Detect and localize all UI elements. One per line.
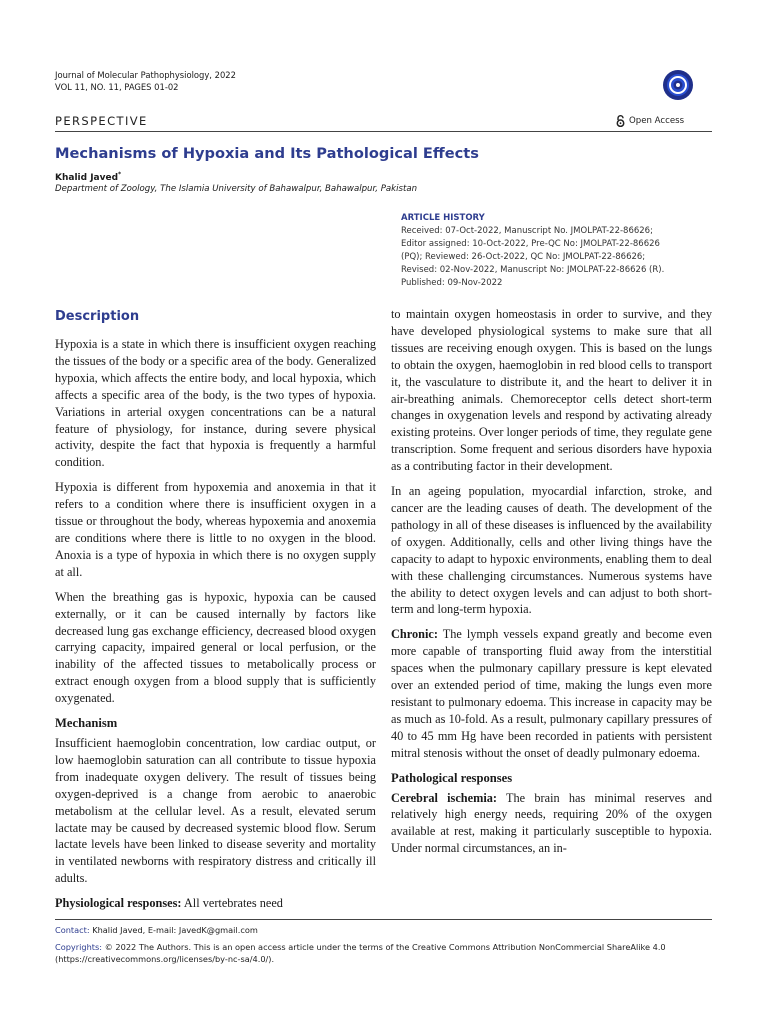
history-line: (PQ); Reviewed: 26-Oct-2022, QC No: JMOLPAT-22-86626; [401,252,646,263]
journal-name: Journal of Molecular Pathophysiology, 2022 [55,70,236,80]
history-line: Editor assigned: 10-Oct-2022, Pre-QC No: JMOLPAT-22-86626 [401,239,660,250]
copyright-line [55,941,715,965]
article-history-heading: ARTICLE HISTORY [401,213,485,223]
open-access-badge[interactable] [616,115,684,127]
paragraph: Insufficient haemoglobin concentration, low cardiac output, or low haemoglobin saturation can all contribute to tissue hypoxia from inadequate oxygen delivery. The result of tissues being oxygen-deprived is a change from aerobic to anaerobic metabolism at the cellular level. As a result, elevated serum lactate may be caused by decreased systemic blood flow. Serum lactate levels have been linked to disease severity and mortality in ventilated newborns with respiratory distress and critically ill adults. [55,736,376,886]
author-name: Khalid Javed [55,173,119,183]
journal-header [55,69,236,93]
pathological-heading: Pathological responses [391,770,513,785]
paragraph: When the breathing gas is hypoxic, hypoxia can be caused externally, or it can be caused internally by factors like decreased lung gas exchange efficiency, decreased blood oxygen carrying capacity, impaired general or local perfusion, or the inability of the affected tissues to metabolically process or extract enough oxygen from a blood supply that is sufficiently oxygenated. [55,589,376,706]
cerebral-label: Cerebral ischemia: [391,790,497,805]
paragraph-chronic [391,626,712,761]
open-lock-icon [616,115,625,127]
paragraph-part: to maintain oxygen homeostasis in order to survive, and they have developed physiological systems to make sure that all tissues are receiving enough oxygen. This is based on the lungs to obtain the oxygen, haemoglobin in red blood cells to transport it, the vasculature to distribute it, and the heart to deliver it in air-breathing animals. Chemoreceptor cells detect short-term changes in oxygenation levels and respond by activating already existing proteins. Over longer periods of time, they regulate gene transcription. Some frequent and serious disorders have hypoxia as a contributing factor in their development. [391,307,712,474]
contact-line [55,925,258,935]
open-access-label: Open Access [629,116,685,126]
history-line: Revised: 02-Nov-2022, Manuscript No: JMOLPAT-22-86626 (R). [401,265,665,276]
paragraph-physiological [55,895,376,912]
journal-logo-icon [662,69,694,101]
mechanism-heading: Mechanism [55,716,118,731]
copyright-text: © 2022 The Authors. This is an open access article under the terms of the Creative Commons Attribution NonCommercial ShareAlike 4.0 (https://creativecommons.org/licenses/by-nc-sa/4.0/). [55,942,666,964]
footer-rule [55,919,712,920]
paragraph: In an ageing population, myocardial infarction, stroke, and cancer are the leading causes of death. The development of the pathology in all of these diseases is influenced by the availability of oxygen. Additionally, cells and other living things have the capacity to adapt to hypoxic environments, enabling them to deal with these challenging circumstances. Numerous systems have the ability to detect oxygen levels and can adjust to both short-term and long-term hypoxia. [391,484,712,617]
section-label: PERSPECTIVE [55,114,148,128]
author-mark: * [118,171,122,178]
paragraph-part: All vertebrates need [183,896,283,911]
paragraph-continued [391,306,712,475]
header-rule [55,131,712,132]
paragraph: Hypoxia is a state in which there is insufficient oxygen reaching the tissues of the body or a specific area of the body. Generalized hypoxia, which affects the entire body, and local hypoxia, which affects a specific area of the body, is the two types of hypoxia. Variations in arterial oxygen concentrations can be a natural feature of physiology, for instance, during severe physical activity, despite the fact that hypoxia is frequently a harmful condition. [55,337,376,470]
contact-text[interactable]: Khalid Javed, E-mail: JavedK@gmail.com [92,925,258,935]
paragraph-cerebral [391,790,712,858]
paragraph: Hypoxia is different from hypoxemia and anoxemia in that it refers to a condition where there is insufficient oxygen in a tissue or throughout the body, whereas hypoxemia and anoxemia are conditions where there is little to no oxygen in the blood. Anoxia is a type of hypoxia in which there is no oxygen supply at all. [55,480,376,579]
author-line [55,171,121,183]
chronic-label: Chronic: [391,627,438,642]
affiliation: Department of Zoology, The Islamia University of Bahawalpur, Bahawalpur, Pakistan [55,184,418,194]
paragraph-text: The lymph vessels expand greatly and become even more capable of transporting fluid away from the interstitial spaces when the pulmonary capillary pressure is kept elevated over an extended period of time, making the lungs even more resistant to pulmonary edoema. This increase in capacity may be as much as 10-fold. As a result, pulmonary capillary pressures of 40 to 45 mm Hg have been recorded in patients with persistent mitral stenosis without the onset of deadly pulmonary edoema. [391,627,712,760]
copyright-label: Copyrights: [55,942,103,952]
column-right [391,306,712,865]
column-left [55,306,376,920]
physiological-label: Physiological responses: [55,896,182,911]
journal-volume: VOL 11, NO. 11, PAGES 01-02 [55,82,179,92]
article-title: Mechanisms of Hypoxia and Its Pathological Effects [55,145,479,162]
description-heading: Description [55,309,140,324]
contact-label: Contact: [55,925,90,935]
history-line: Received: 07-Oct-2022, Manuscript No. JMOLPAT-22-86626; [401,226,653,237]
article-history [401,212,721,291]
paragraph-text: The brain has minimal reserves and relatively high energy needs, requiring 20% of the oxygen available at rest, making it particularly susceptible to hypoxia. Under normal circumstances, an in- [391,790,713,856]
history-line: Published: 09-Nov-2022 [401,278,503,289]
